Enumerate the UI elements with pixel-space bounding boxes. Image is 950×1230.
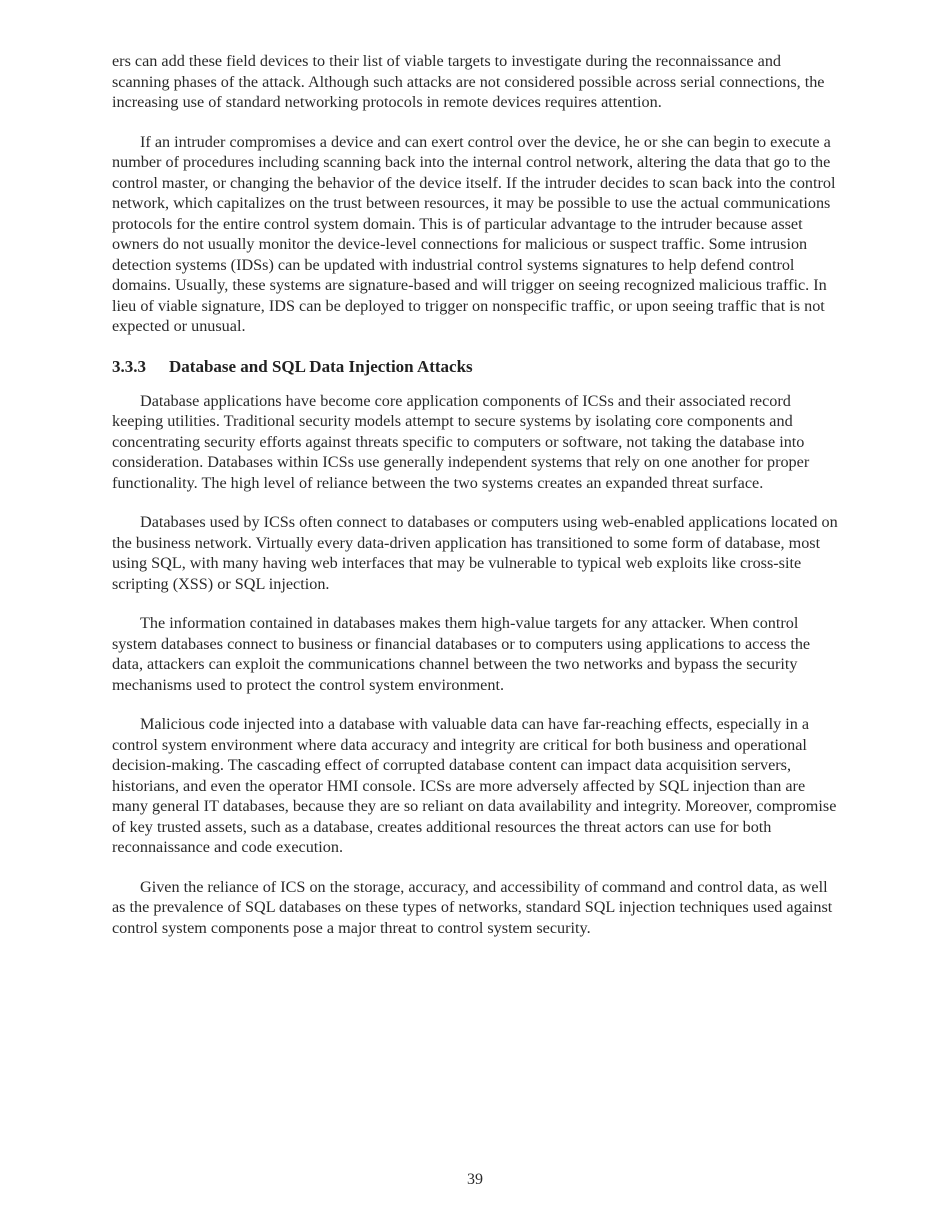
paragraph-information-contained: The information contained in databases makes them high-value targets for any attacker. When control system databases connect to business or financial databases or to computers using applications to access the data, attackers can exploit the communications channel between the two networks and bypass the security mechanisms used to protect the control system environment. [112, 614, 811, 694]
section-heading [112, 356, 840, 378]
page-number: 39 [467, 1171, 483, 1188]
paragraph-given-reliance: Given the reliance of ICS on the storage, accuracy, and accessibility of command and control data, as well as the prevalence of SQL databases on these types of networks, standard SQL injection techniques used against control system components pose a major threat to control system security. [112, 877, 833, 937]
paragraph-database-applications: Database applications have become core application components of ICSs and their associated record keeping utilities. Traditional security models attempt to secure systems by isolating core components and concentrating security efforts against threats specific to computers or software, not taking the database into consideration. Databases within ICSs use generally independent systems that rely on one another for proper functionality. The high level of reliance between the two systems creates an expanded threat surface. [112, 391, 810, 492]
paragraph-intruder: If an intruder compromises a device and can exert control over the device, he or she can begin to execute a number of procedures including scanning back into the internal control network, altering the data that go to the control master, or changing the behavior of the device itself. If the intruder decides to scan back into the control network, which capitalizes on the trust between resources, it may be possible to use the actual communications protocols for the entire control system domain. This is of particular advantage to the intruder because asset owners do not usually monitor the device-level connections for malicious or suspect traffic. Some intrusion detection systems (IDSs) can be updated with industrial control systems signatures to help defend control domains. Usually, these systems are signature-based and will trigger on seeing recognized malicious traffic. In lieu of viable signature, IDS can be deployed to trigger on nonspecific traffic, or upon seeing traffic that is not expected or unusual. [112, 132, 836, 335]
section-title: Database and SQL Data Injection Attacks [169, 356, 473, 376]
paragraph-malicious-code: Malicious code injected into a database with valuable data can have far-reaching effects, especially in a control system environment where data accuracy and integrity are critical for both business and operational decision-making. The cascading effect of corrupted database content can impact data acquisition servers, historians, and even the operator HMI console. ICSs are more adversely affected by SQL injection than are many general IT databases, because they are so reliant on data availability and integrity. Moreover, compromise of key trusted assets, such as a database, creates additional resources the threat actors can use for both reconnaissance and code execution. [112, 715, 837, 856]
paragraph-databases-used: Databases used by ICSs often connect to databases or computers using web-enabled applications located on the business network. Virtually every data-driven application has transitioned to some form of database, most using SQL, with many having web interfaces that may be vulnerable to typical web exploits like cross-site scripting (XSS) or SQL injection. [112, 513, 838, 593]
document-page [112, 51, 840, 957]
paragraph-continuation: ers can add these field devices to their list of viable targets to investigate during the reconnaissance and scanning phases of the attack. Although such attacks are not considered possible across serial connections, the increasing use of standard networking protocols in remote devices requires attention. [112, 52, 825, 111]
section-number: 3.3.3 [112, 356, 146, 376]
